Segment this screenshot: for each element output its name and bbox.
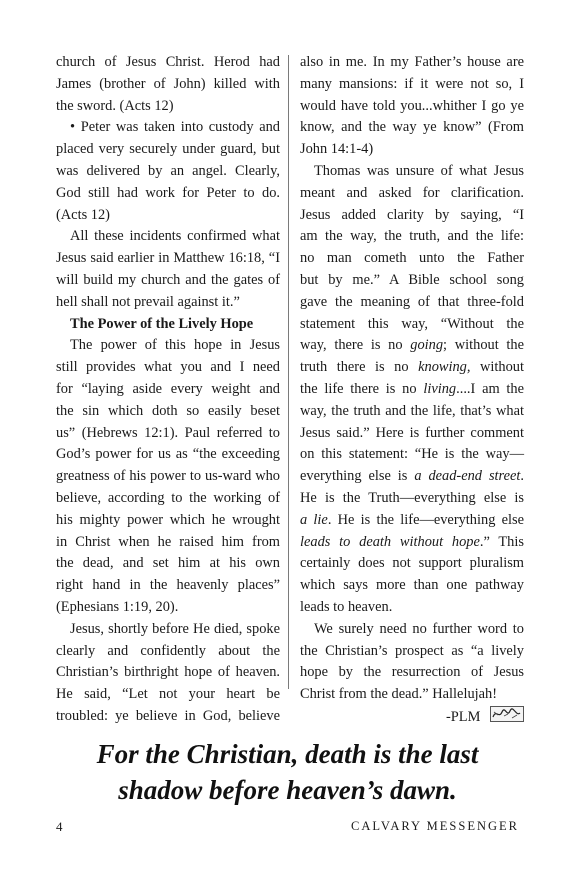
text-line: hell shall not prevail against it.” — [56, 293, 240, 310]
text-line: us” (Hebrews 12:1). Paul referred to — [56, 424, 280, 441]
text-line — [300, 335, 524, 357]
text-line: his mighty power which he wrought — [56, 511, 280, 528]
text-line: am the way, the truth, and the life: — [300, 228, 524, 245]
text-run: way, there is no — [300, 337, 411, 354]
text-line: (Acts 12) — [56, 206, 110, 223]
text-line: John 14:1-4) — [300, 141, 374, 158]
text-line: way, the truth and the life, that’s what — [300, 402, 524, 419]
text-line: Jesus said.” Here is further comment — [300, 424, 524, 441]
emphasis-text: knowing, — [418, 359, 471, 376]
text-line: He said, “Let not your heart be — [56, 686, 280, 703]
text-line: no man cometh unto the Father — [300, 250, 524, 267]
text-run: everything else is — [300, 468, 415, 485]
text-line: which says more than one pathway — [300, 577, 524, 594]
text-line — [300, 357, 524, 379]
signature-initials: -PLM — [446, 709, 481, 726]
text-line: God’s power for us as “the exceeding — [56, 446, 280, 463]
text-line: certainly does not support pluralism — [300, 555, 524, 572]
text-line: meant and asked for clarification. — [300, 184, 524, 201]
text-line: the sword. (Acts 12) — [56, 97, 174, 114]
column-divider — [288, 55, 289, 689]
text-line: know, and the way ye know” (From — [300, 119, 524, 136]
pull-quote-line: shadow before heaven’s dawn. — [118, 775, 457, 805]
text-line: but by me.” A Bible school song — [300, 271, 524, 288]
text-line: will build my church and the gates of — [56, 271, 280, 288]
text-line — [300, 379, 524, 401]
pull-quote-line: For the Christian, death is the last — [96, 739, 479, 769]
text-line: believe, according to the working of — [56, 489, 280, 506]
text-line: We surely need no further word to — [314, 620, 524, 637]
text-line: many mansions: if it were not so, I — [300, 75, 524, 92]
publication-name: CALVARY MESSENGER — [351, 819, 519, 833]
text-line: still provides what you and I need — [56, 359, 280, 376]
text-run: . — [520, 468, 524, 485]
emphasis-text: a lie — [300, 511, 328, 528]
pull-quote — [0, 736, 575, 808]
text-line: God still had work for Peter to do. — [56, 184, 280, 201]
text-line: Christian’s birthright hope of heaven. — [56, 664, 280, 681]
text-line: James (brother of John) killed with — [56, 75, 280, 92]
emphasis-text: living — [423, 380, 457, 397]
text-line: gave the meaning of that three-fold — [300, 293, 524, 310]
text-line: also in me. In my Father’s house are — [300, 54, 524, 70]
text-line — [300, 510, 524, 532]
text-line: the Christian’s prospect as “a lively — [300, 642, 524, 659]
text-line: Jesus added clarity by saying, “I — [300, 206, 524, 223]
text-line: the dead, and set him at his own — [56, 555, 280, 572]
text-line: troubled: ye believe in God, believe — [56, 707, 280, 724]
bullet-line: • Peter was taken into custody and — [70, 119, 280, 136]
text-line: would have told you...whither I go ye — [300, 97, 524, 114]
text-line — [300, 466, 524, 488]
text-line: was delivered by an angel. Clearly, — [56, 162, 280, 179]
text-line: for “laying aside every weight and — [56, 380, 280, 397]
text-line: Jesus, shortly before He died, spoke — [70, 620, 280, 637]
text-line: Christ from the dead.” Hallelujah! — [300, 686, 498, 703]
text-line: All these incidents confirmed what — [70, 228, 280, 245]
text-run: without — [470, 359, 524, 376]
text-line: on this statement: “He is the way— — [300, 446, 524, 463]
text-line: Jesus said earlier in Matthew 16:18, “I — [56, 250, 280, 267]
text-line: statement this way, “Without the — [300, 315, 524, 332]
emphasis-text: leads to death without hope — [300, 533, 480, 550]
signature-row — [300, 706, 524, 728]
text-line: He is the Truth—everything else is — [300, 489, 524, 506]
text-line: in Christ when he raised him from — [56, 533, 280, 550]
text-line: church of Jesus Christ. Herod had — [56, 54, 280, 70]
text-line: leads to heaven. — [300, 598, 393, 615]
text-run: ....I am the — [456, 380, 524, 397]
text-run: truth there is no — [300, 359, 419, 376]
text-run: ; without the — [443, 337, 525, 354]
text-line: hope by the resurrection of Jesus — [300, 664, 524, 681]
text-line: clearly and confidently about the — [56, 642, 280, 659]
text-line — [300, 532, 524, 554]
text-run: . He is the life—everything else — [327, 511, 524, 528]
emphasis-text: going — [410, 337, 444, 354]
text-run: .” This — [479, 533, 524, 550]
right-column — [300, 52, 524, 728]
text-line: right hand in the heavenly places” — [56, 577, 280, 594]
emphasis-text: a dead-end street — [414, 468, 521, 485]
text-run: the life there is no — [300, 380, 424, 397]
text-line: (Ephesians 1:19, 20). — [56, 598, 179, 615]
text-line: Thomas was unsure of what Jesus — [314, 162, 524, 179]
text-line: placed very securely under guard, but — [56, 141, 280, 158]
text-line: greatness of his power to us-ward who — [56, 468, 280, 485]
signature-scribble-icon — [490, 706, 524, 730]
page-number: 4 — [56, 819, 63, 834]
text-line: The power of this hope in Jesus — [70, 337, 280, 354]
text-line: the sin which doth so easily beset — [56, 402, 280, 419]
left-column — [56, 52, 280, 728]
section-heading: The Power of the Lively Hope — [70, 315, 254, 332]
